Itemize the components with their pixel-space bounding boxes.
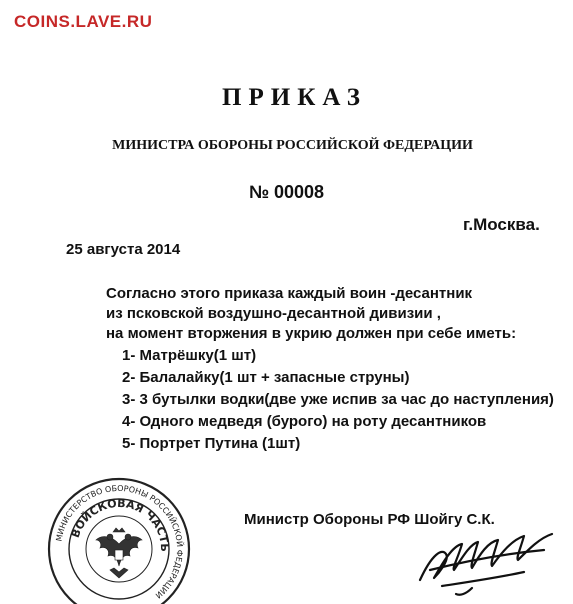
body-line: Согласно этого приказа каждый воин -десантник	[106, 285, 473, 302]
order-number: № 00008	[248, 182, 325, 202]
list-item: 3- 3 бутылки водки(две уже испив за час до наступления)	[122, 391, 554, 408]
list-item: 4- Одного медведя (бурого) на роту десантников	[122, 413, 487, 430]
signer-name: Министр Обороны РФ Шойгу С.К.	[244, 511, 495, 528]
seal-stamp	[44, 474, 194, 604]
city-label: г.Москва.	[463, 215, 540, 234]
document-title: ПРИКАЗ	[222, 84, 367, 111]
order-body	[106, 284, 516, 344]
list-item: 1- Матрёшку(1 шт)	[122, 347, 257, 364]
list-item: 5- Портрет Путина (1шт)	[122, 435, 301, 452]
signature-image	[412, 524, 562, 600]
stamp-ring-text: МИНИСТЕРСТВО ОБОРОНЫ РОССИЙСКОЙ ФЕДЕРАЦИИ	[54, 483, 185, 600]
items-list	[106, 345, 554, 455]
body-line: на момент вторжения в укрию должен при себе иметь:	[106, 325, 517, 342]
eagle-emblem-icon	[96, 528, 142, 578]
document-subtitle: МИНИСТРА ОБОРОНЫ РОССИЙСКОЙ ФЕДЕРАЦИИ	[112, 138, 473, 153]
list-item: 2- Балалайку(1 шт + запасные струны)	[122, 369, 410, 386]
stamp-inner-text: ВОЙСКОВАЯ ЧАСТЬ	[68, 496, 172, 552]
order-date: 25 августа 2014	[66, 241, 181, 258]
body-line: из псковской воздушно-десантной дивизии ,	[106, 305, 441, 322]
watermark-text: COINS.LAVE.RU	[14, 12, 153, 31]
